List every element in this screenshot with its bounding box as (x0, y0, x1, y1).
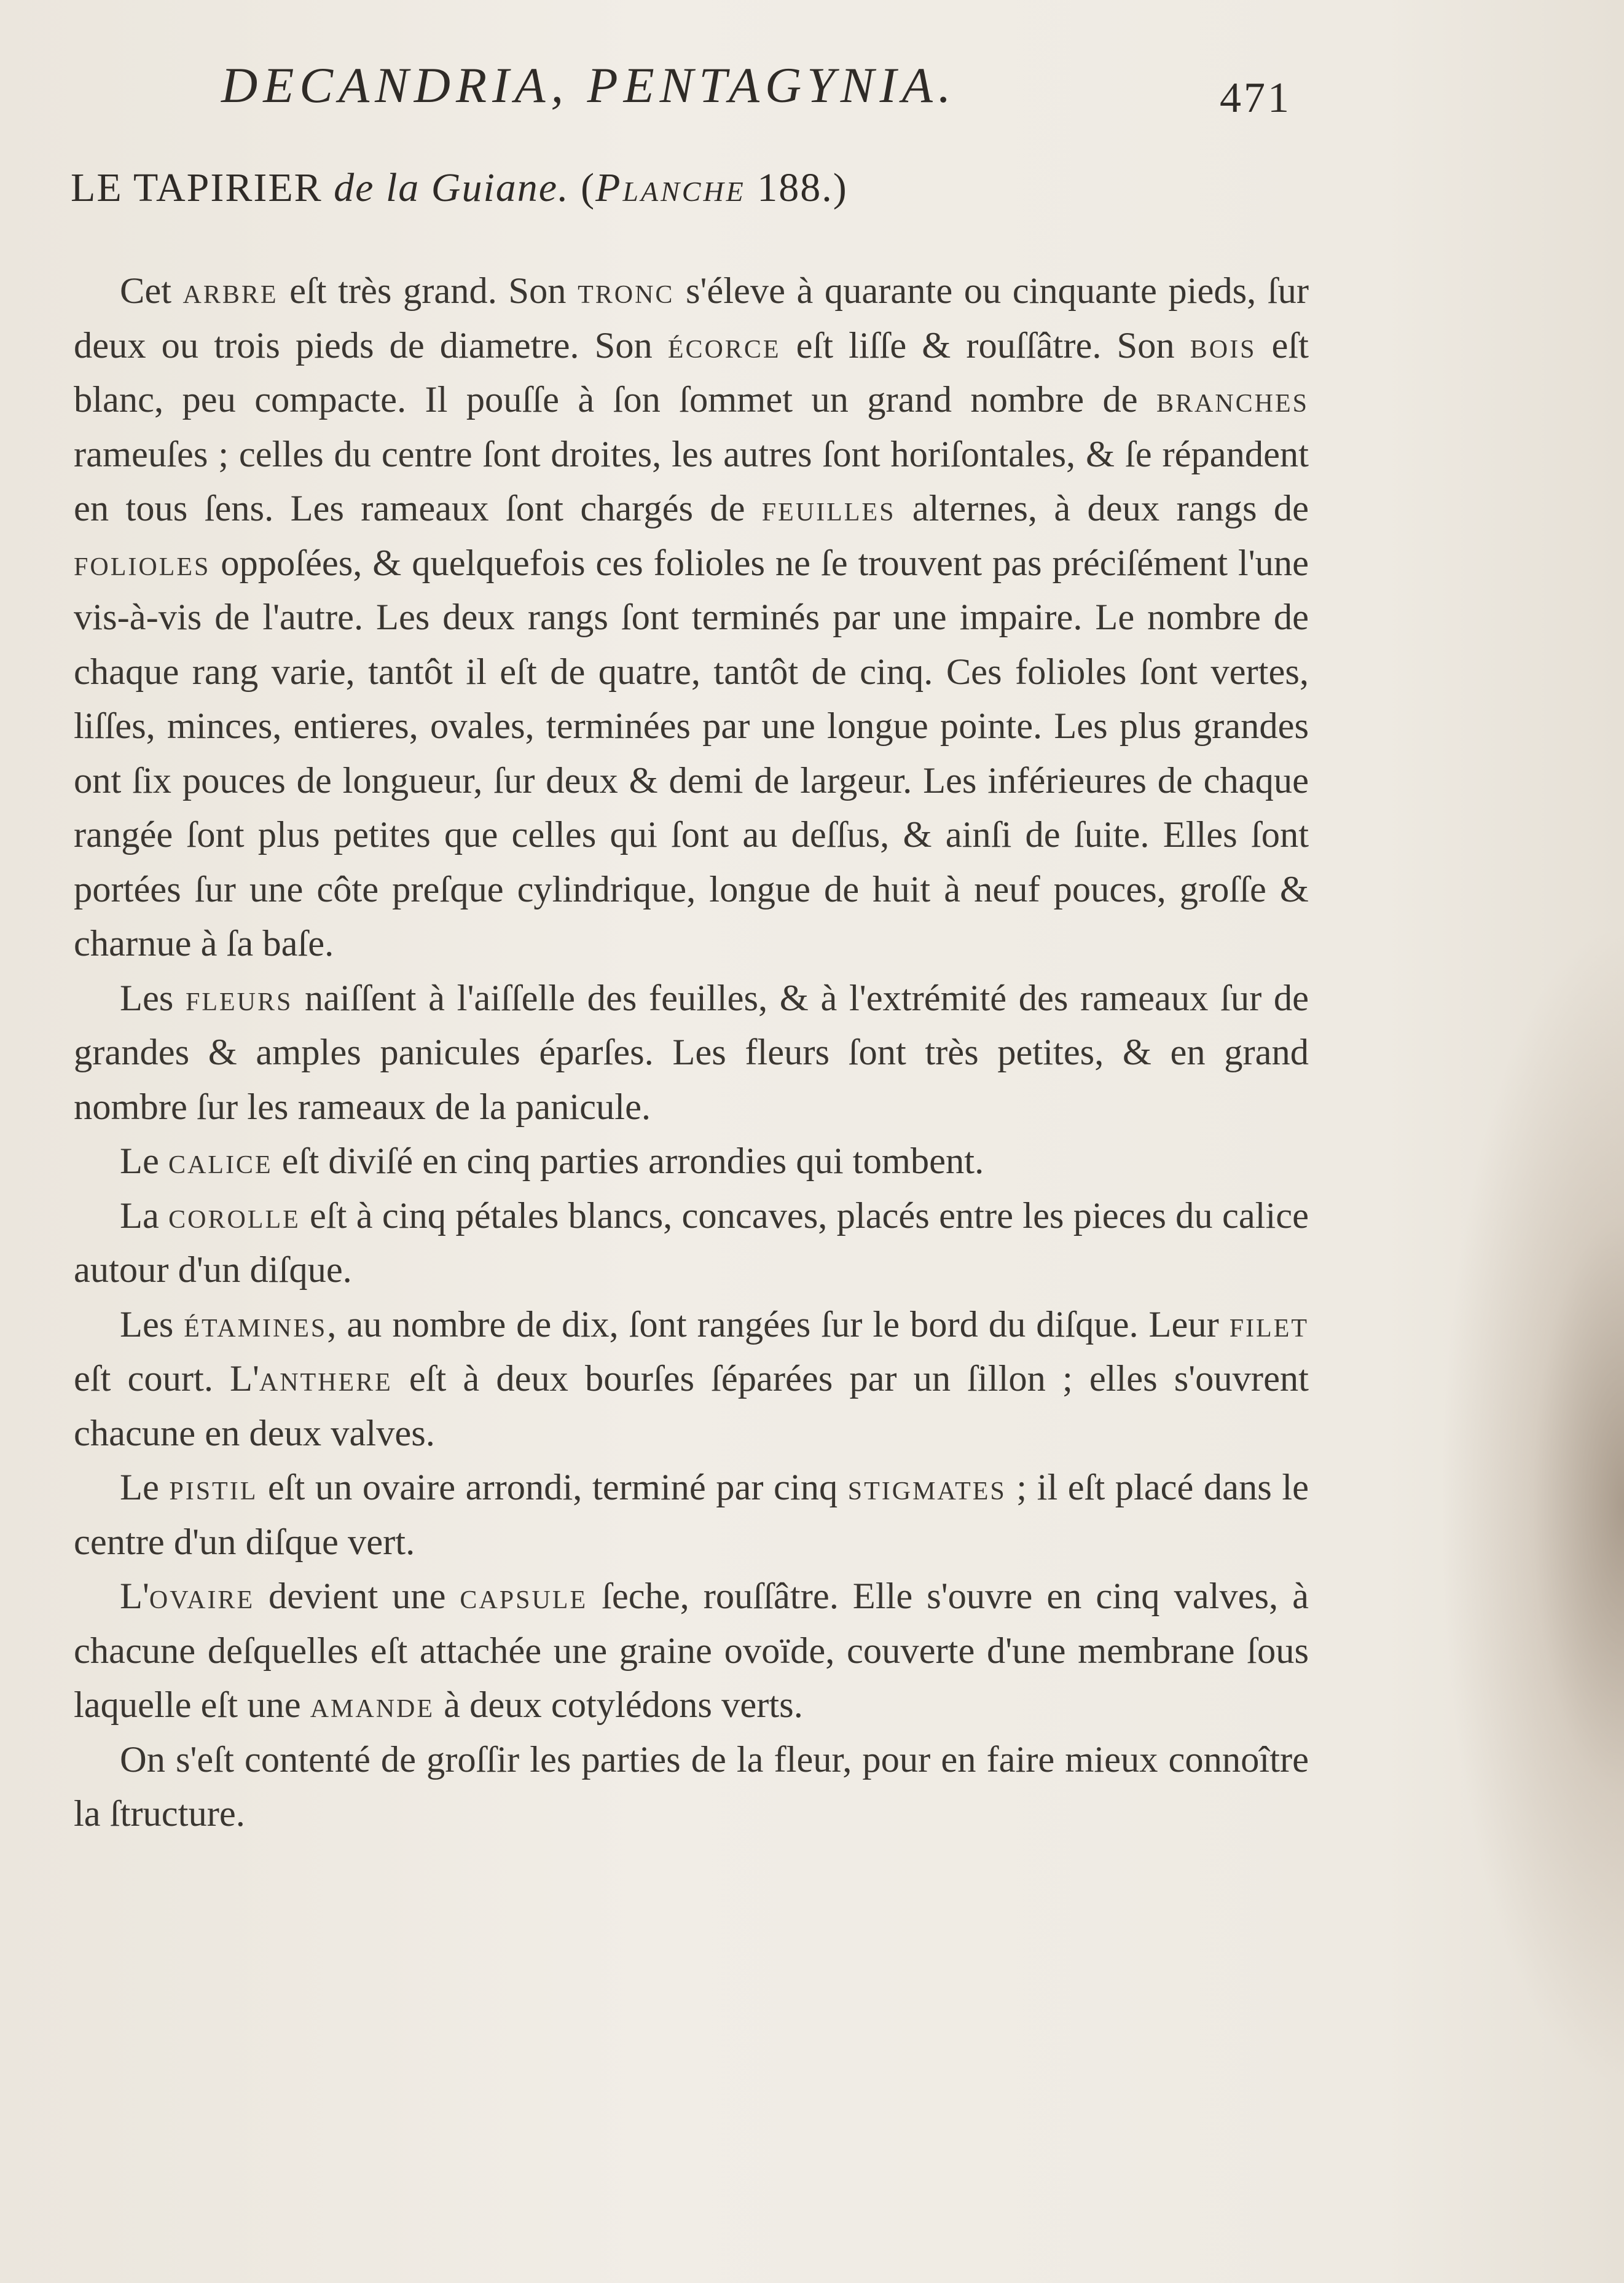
paragraph-corolle: La corolle eſt à cinq pétales blancs, concaves, placés entre les pieces du calice autour d'un diſque. (74, 1195, 1309, 1291)
term-ecorce: écorce (667, 324, 781, 366)
term-capsule: capsule (460, 1576, 588, 1617)
title-place: de la Guiane. (334, 165, 570, 210)
paragraph-etamines: Les étamines, au nombre de dix, ſont rangées ſur le bord du diſque. Leur filet eſt court. L'anthere eſt à deux bourſes ſéparées par un ſillon ; elles s'ouvrent chacune en deux valves. (74, 1303, 1309, 1454)
paragraph-description: Cet arbre eſt très grand. Son tronc s'éleve à quarante ou cinquante pieds, ſur deux ou trois pieds de diametre. Son écorce eſt liſſe & rouſſâtre. Son bois eſt blanc, peu compacte. Il pouſſe à ſon ſommet un grand nombre de branches rameuſes ; celles du centre ſont droites, les autres ſont horiſontales, & ſe répandent en tous ſens. Les rameaux ſont chargés de feuilles alternes, à deux rangs de folioles oppoſées, & quelquefois ces folioles ne ſe trouvent pas préciſément l'une vis-à-vis de l'autre. Les deux rangs ſont terminés par une impaire. Le nombre de chaque rang varie, tantôt il eſt de quatre, tantôt de cinq. Ces folioles ſont vertes, liſſes, minces, entieres, ovales, terminées par une longue pointe. Les plus grandes ont ſix pouces de longueur, ſur deux & demi de largeur. Les inférieures de chaque rangée ſont plus petites que celles qui ſont au deſſus, & ainſi de ſuite. Elles ſont portées ſur une côte preſque cylindrique, longue de huit à neuf pouces, groſſe & charnue à ſa baſe. (74, 270, 1309, 964)
term-arbre: arbre (182, 270, 278, 312)
title-plate-open: ( (581, 165, 596, 210)
paragraph-fleurs: Les fleurs naiſſent à l'aiſſelle des feuilles, & à l'extrémité des rameaux ſur de grandes & amples panicules éparſes. Les fleurs ſont très petites, & en grand nombre ſur les rameaux de la panicule. (74, 977, 1309, 1128)
paragraph-calice: Le calice eſt diviſé en cinq parties arrondies qui tombent. (120, 1141, 984, 1182)
term-feuilles: feuilles (761, 488, 896, 529)
term-bois: bois (1190, 324, 1257, 366)
title-plate: Planche (595, 165, 746, 210)
term-calice: calice (168, 1141, 273, 1182)
term-tronc: tronc (578, 270, 675, 312)
term-corolle: corolle (168, 1195, 300, 1236)
title-name: LE TAPIRIER (71, 165, 323, 210)
running-head: DECANDRIA, PENTAGYNIA. (221, 57, 957, 113)
term-stigmates: stigmates (847, 1467, 1006, 1508)
term-fleurs: fleurs (186, 977, 293, 1019)
page-number: 471 (1220, 74, 1292, 122)
term-filet: filet (1229, 1303, 1309, 1345)
page-shadow (1440, 922, 1624, 2089)
term-ovaire: ovaire (149, 1576, 255, 1617)
title-plate-number: 188.) (757, 165, 848, 210)
term-folioles: folioles (74, 542, 211, 584)
term-pistil: pistil (169, 1467, 258, 1508)
body-text (74, 264, 1309, 1842)
term-etamines: étamines (184, 1303, 328, 1345)
term-amande: amande (310, 1684, 435, 1726)
term-branches: branches (1156, 379, 1309, 420)
term-anthere: anthere (259, 1358, 393, 1399)
paragraph-conclusion: On s'eſt contenté de groſſir les parties de la fleur, pour en faire mieux connoître la ſtructure. (74, 1739, 1309, 1834)
paragraph-ovaire: L'ovaire devient une capsule ſeche, rouſſâtre. Elle s'ouvre en cinq valves, à chacune deſquelles eſt attachée une graine ovoïde, couverte d'une membrane ſous laquelle eſt une amande à deux cotylédons verts. (74, 1576, 1309, 1726)
section-title (71, 165, 848, 211)
paragraph-pistil: Le pistil eſt un ovaire arrondi, terminé par cinq stigmates ; il eſt placé dans le centre d'un diſque vert. (74, 1467, 1309, 1563)
